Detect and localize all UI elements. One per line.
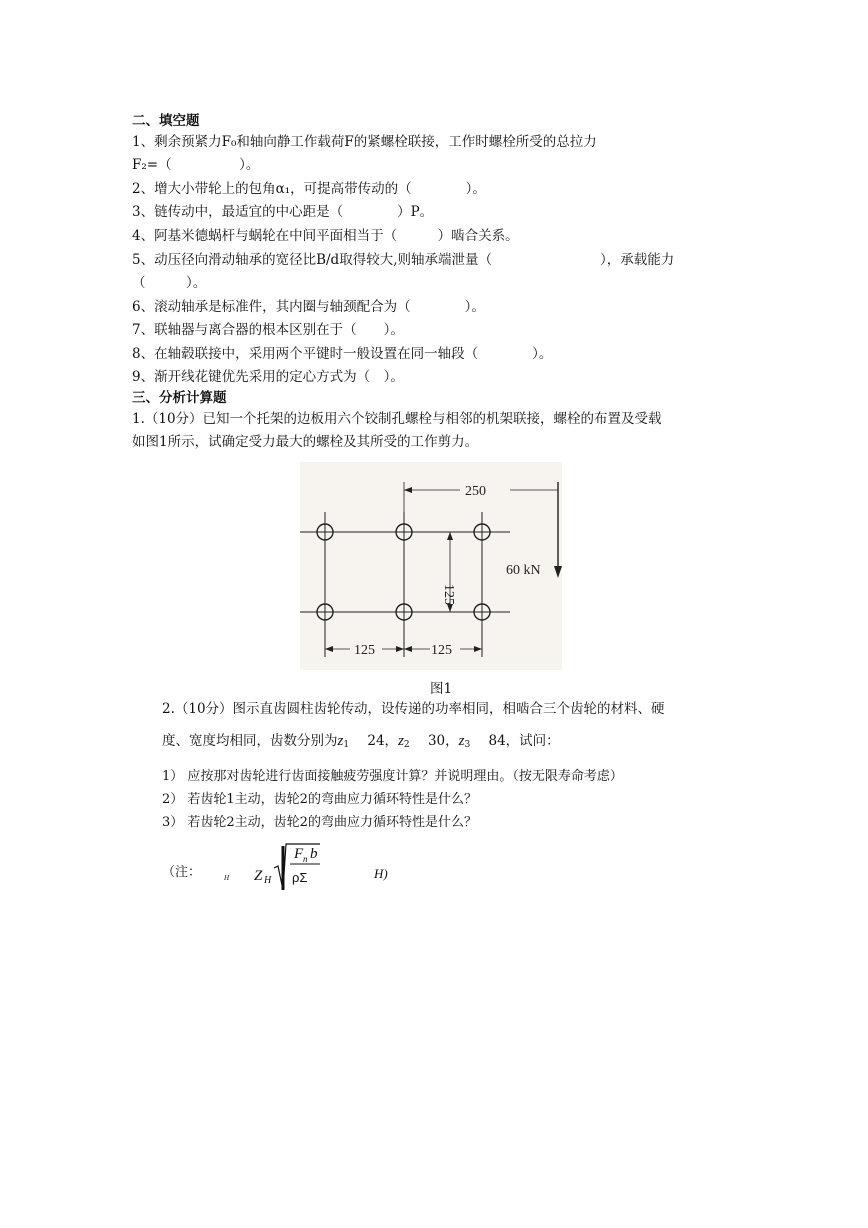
load-label: 60 kN bbox=[506, 563, 541, 578]
dim-vertical-125: 125 bbox=[441, 584, 456, 605]
question-4: 4、阿基米德蜗杆与蜗轮在中间平面相当于（ ）啮合关系。 bbox=[132, 228, 519, 244]
zh-symbol: Z bbox=[254, 868, 263, 884]
figure-1-bolt-layout bbox=[300, 462, 562, 670]
note-tail: H) bbox=[374, 866, 388, 881]
denominator: ρΣ bbox=[292, 870, 308, 885]
z3-symbol: z bbox=[458, 733, 465, 749]
sub-question-3: 3） 若齿轮2主动，齿轮2的弯曲应力循环特性是什么？ bbox=[162, 815, 477, 830]
numerator-f: F bbox=[294, 846, 304, 862]
problem-2-prefix: 度、宽度均相同，齿数分别为 bbox=[162, 733, 338, 749]
section-heading-fill-blank: 二、填空题 bbox=[132, 113, 200, 129]
z3-subscript: 3 bbox=[464, 740, 471, 750]
section-heading-analysis: 三、分析计算题 bbox=[132, 390, 227, 406]
numerator-n: n bbox=[303, 854, 308, 864]
z1-subscript: 1 bbox=[343, 740, 350, 750]
question-6: 6、滚动轴承是标准件，其内圈与轴颈配合为（ ）。 bbox=[132, 299, 485, 315]
question-1-line-2: F₂=（ ）。 bbox=[132, 157, 260, 173]
z3-value: 84，试问： bbox=[488, 733, 560, 749]
bolt-layout-drawing bbox=[300, 462, 562, 670]
question-2: 2、增大小带轮上的包角α₁，可提高带传动的（ ）。 bbox=[132, 181, 486, 197]
zh-subscript: H bbox=[264, 875, 272, 886]
question-9: 9、渐开线花键优先采用的定心方式为（ ）。 bbox=[132, 369, 404, 385]
small-h: H bbox=[224, 874, 230, 882]
sub-question-2: 2） 若齿轮1主动，齿轮2的弯曲应力循环特性是什么？ bbox=[162, 792, 477, 807]
dim-bottom-left-125: 125 bbox=[354, 643, 375, 658]
z2-symbol: z bbox=[398, 733, 404, 749]
question-1-line-1: 1、剩余预紧力F₀和轴向静工作载荷F的紧螺栓联接，工作时螺栓所受的总拉力 bbox=[132, 134, 597, 150]
z1-value: 24， bbox=[367, 733, 399, 749]
dim-top-250: 250 bbox=[465, 484, 486, 499]
note-prefix: （注： bbox=[162, 865, 202, 880]
z1-symbol: z bbox=[337, 733, 344, 749]
question-8: 8、在轴毂联接中，采用两个平键时一般设置在同一轴段（ ）。 bbox=[132, 346, 553, 362]
question-5-line-1: 5、动压径向滑动轴承的宽径比B/d取得较大,则轴承端泄量（ ），承载能力 bbox=[132, 252, 675, 268]
sub-question-1: 1） 应按那对齿轮进行齿面接触疲劳强度计算？并说明理由。（按无限寿命考虑） bbox=[162, 769, 623, 784]
question-3: 3、链传动中，最适宜的中心距是（ ）P。 bbox=[132, 204, 434, 220]
problem-1-line-2: 如图1所示，试确定受力最大的螺栓及其所受的工作剪力。 bbox=[132, 434, 479, 450]
numerator-b: b bbox=[310, 846, 318, 862]
figure-1-caption: 图1 bbox=[430, 681, 453, 697]
problem-1-line-1: 1.（10分）已知一个托架的边板用六个铰制孔螺栓与相邻的机架联接，螺栓的布置及受载 bbox=[132, 411, 662, 427]
z2-subscript: 2 bbox=[403, 740, 410, 750]
question-5-line-2: （ ）。 bbox=[132, 275, 207, 291]
dim-bottom-right-125: 125 bbox=[431, 643, 452, 658]
problem-2-line-1: 2.（10分）图示直齿圆柱齿轮传动，设传递的功率相同，相啮合三个齿轮的材料、硬 bbox=[162, 701, 665, 717]
question-7: 7、联轴器与离合器的根本区别在于（ ）。 bbox=[132, 322, 404, 338]
problem-2-line-2 bbox=[162, 732, 560, 754]
z2-value: 30， bbox=[427, 733, 459, 749]
formula-drawing bbox=[160, 838, 460, 898]
formula-note bbox=[160, 838, 460, 898]
